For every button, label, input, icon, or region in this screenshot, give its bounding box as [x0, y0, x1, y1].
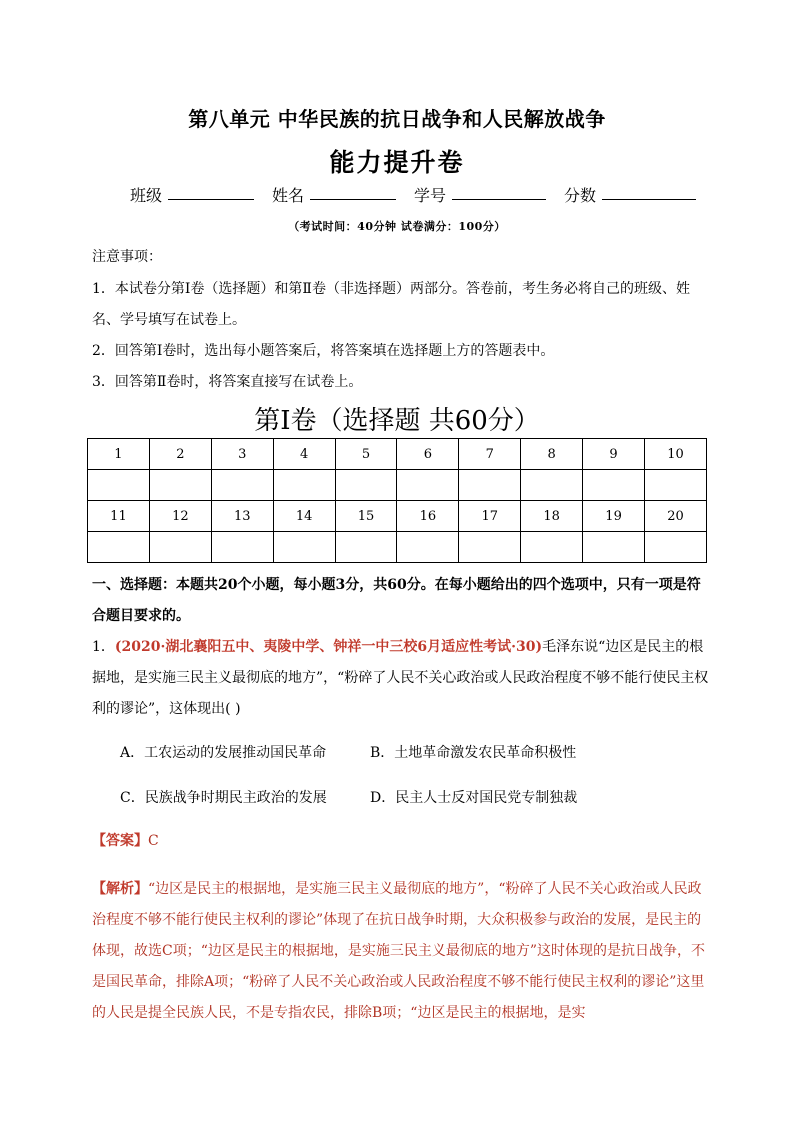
grid-number: 16: [397, 501, 459, 532]
grid-number: 11: [88, 501, 150, 532]
document-title: 第八单元 中华民族的抗日战争和人民解放战争: [188, 107, 606, 131]
question-1: [92, 632, 710, 725]
note-item-3: 3．回答第Ⅱ卷时，将答案直接写在试卷上。: [92, 374, 363, 390]
grid-number: 20: [645, 501, 707, 532]
grid-number: 2: [149, 439, 211, 470]
analysis-label: 【解析】: [92, 881, 148, 897]
grid-number: 3: [211, 439, 273, 470]
grid-answer-cell[interactable]: [397, 532, 459, 563]
grid-answer-cell[interactable]: [211, 470, 273, 501]
grid-answer-cell[interactable]: [211, 532, 273, 563]
answer-grid: [87, 438, 707, 563]
grid-number: 13: [211, 501, 273, 532]
student-info-row: [130, 183, 696, 206]
grid-answer-cell[interactable]: [149, 470, 211, 501]
score-label: 分数: [564, 186, 597, 205]
grid-answer-cell[interactable]: [583, 470, 645, 501]
document-subtitle: 能力提升卷: [329, 148, 465, 177]
score-blank[interactable]: [602, 183, 696, 200]
name-label: 姓名: [272, 186, 305, 205]
notes-heading: 注意事项：: [92, 249, 162, 265]
exam-time-note: （考试时间：40分钟 试卷满分：100分）: [288, 220, 506, 233]
name-blank[interactable]: [310, 183, 396, 200]
grid-number: 18: [521, 501, 583, 532]
option-d: D．民主人士反对国民党专制独裁: [370, 790, 578, 806]
note-item-1: 1．本试卷分第Ⅰ卷（选择题）和第Ⅱ卷（非选择题）两部分。答卷前，考生务必将自己的班级、姓名、学号填写在试卷上。: [92, 281, 690, 328]
question-stem: 毛泽东说“边区是民主的根据地，是实施三民主义最彻底的地方”，“粉碎了人民不关心政治或人民政治程度不够不能行使民主权利的谬论”，这体现出( ): [92, 639, 709, 717]
class-label: 班级: [130, 186, 163, 205]
section-instructions: 一、选择题：本题共20个小题，每小题3分，共60分。在每小题给出的四个选项中，只有一项是符合题目要求的。: [92, 577, 701, 624]
option-a: A．工农运动的发展推动国民革命: [120, 745, 327, 761]
student-id-label: 学号: [414, 186, 447, 205]
grid-answer-cell[interactable]: [273, 532, 335, 563]
grid-answer-cell[interactable]: [88, 532, 150, 563]
answer-label: 【答案】: [92, 833, 148, 849]
grid-answer-cell[interactable]: [397, 470, 459, 501]
grid-number: 17: [459, 501, 521, 532]
grid-number: 1: [88, 439, 150, 470]
grid-number: 7: [459, 439, 521, 470]
grid-answer-cell[interactable]: [459, 470, 521, 501]
grid-answer-cell[interactable]: [645, 532, 707, 563]
grid-answer-cell[interactable]: [645, 470, 707, 501]
grid-answer-cell[interactable]: [335, 470, 397, 501]
analysis-block: [92, 874, 710, 1029]
grid-number: 12: [149, 501, 211, 532]
grid-answer-cell[interactable]: [521, 470, 583, 501]
answer-line: [92, 832, 159, 850]
grid-number: 4: [273, 439, 335, 470]
note-item-2: 2．回答第Ⅰ卷时，选出每小题答案后，将答案填在选择题上方的答题表中。: [92, 343, 555, 359]
grid-number: 8: [521, 439, 583, 470]
grid-answer-cell[interactable]: [88, 470, 150, 501]
grid-answer-cell[interactable]: [335, 532, 397, 563]
grid-answer-cell[interactable]: [459, 532, 521, 563]
grid-number: 19: [583, 501, 645, 532]
class-blank[interactable]: [168, 183, 254, 200]
answer-value: C: [148, 833, 159, 849]
section-title: 第Ⅰ卷（选择题 共60分）: [254, 406, 540, 436]
grid-number: 15: [335, 501, 397, 532]
grid-number: 10: [645, 439, 707, 470]
student-id-blank[interactable]: [452, 183, 546, 200]
grid-number: 5: [335, 439, 397, 470]
analysis-text: “边区是民主的根据地，是实施三民主义最彻底的地方”，“粉碎了人民不关心政治或人民政治程度不够不能行使民主权利的谬论”体现了在抗日战争时期，大众积极参与政治的发展，是民主的体现，故选C项；“边区是民主的根据地，是实施三民主义最彻底的地方”这时体现的是抗日战争，不是国民革命，排除A项；“粉碎了人民不关心政治或人民政治程度不够不能行使民主权利的谬论”这里的人民是提全民族人民，不是专指农民，排除B项；“边区是民主的根据地，是实: [92, 881, 706, 1021]
grid-answer-cell[interactable]: [273, 470, 335, 501]
option-c: C．民族战争时期民主政治的发展: [120, 790, 327, 806]
grid-answer-cell[interactable]: [583, 532, 645, 563]
grid-answer-cell[interactable]: [521, 532, 583, 563]
grid-number: 14: [273, 501, 335, 532]
grid-number: 6: [397, 439, 459, 470]
question-source: (2020·湖北襄阳五中、夷陵中学、钟祥一中三校6月适应性考试·30): [114, 639, 543, 655]
grid-number: 9: [583, 439, 645, 470]
grid-answer-cell[interactable]: [149, 532, 211, 563]
option-b: B．土地革命激发农民革命积极性: [370, 745, 577, 761]
question-number: 1．: [92, 639, 115, 655]
